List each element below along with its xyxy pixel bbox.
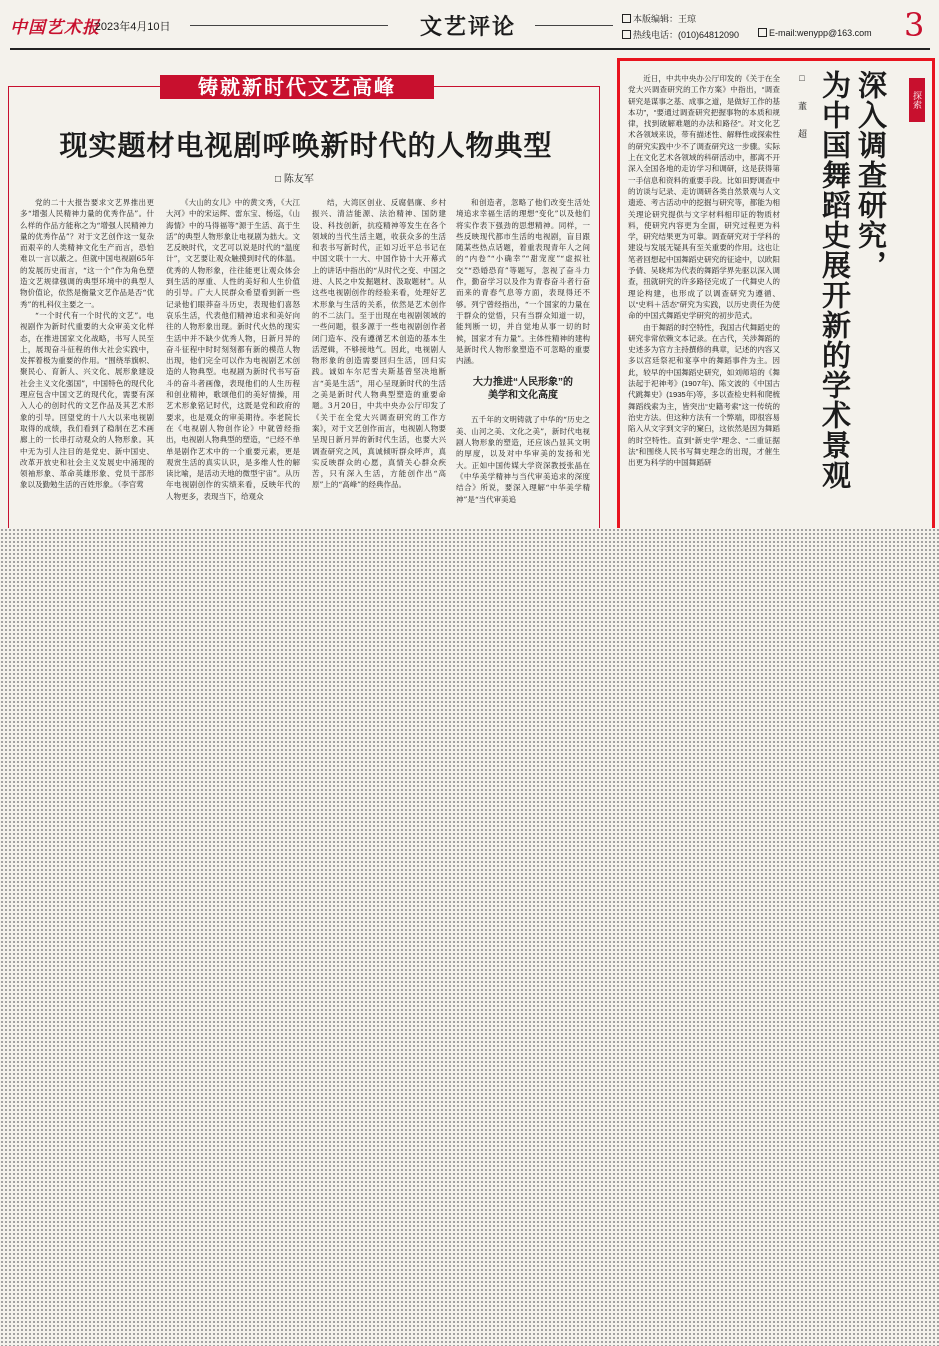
checkbox-icon xyxy=(622,30,631,39)
masked-region xyxy=(0,528,939,1346)
newspaper-logo: 中国艺术报 xyxy=(10,18,100,38)
column-tag: 探索 xyxy=(909,78,925,122)
paragraph: 由于舞蹈的时空特性，我国古代舞蹈史的研究非常依赖文本记录。在古代，关涉舞蹈的史述多为官方主持撰修的典章，记述的内容又多以宫廷祭祀和宴享中的舞蹈事件为主。因此，较早的中国舞蹈史研究，如刘师培的《舞法起于祀神考》(1907年)、陈文波的《中国古代跳舞史》(1935年)等，多以查检史料和爬梳舞蹈线索为主，皆突出“史籍考索”这一传统的治史方法。但这种方法有一个弊端，即很容易陷入从文字到文字的窠臼，这依然是因为舞蹈的时空特性。直到“新史学”理念、“二重证据法”和围绕人民书写舞史理念的出现，才催生出更为科学的中国舞蹈研 xyxy=(628,322,780,468)
article-author: □ 董 超 xyxy=(797,73,807,147)
issue-date: · 2023年4月10日 xyxy=(88,21,171,33)
paragraph: 党的二十大报告要求文艺界推出更多“增强人民精神力量的优秀作品”。什么样的作品方能称之为“增强人民精神力量的优秀作品”？对于文艺创作这一复杂而艰辛的人类精神文化生产而言，恐怕难以一言以蔽之。但就中国电视剧65年的发展历史而言，“这一个”作为角色塑造文艺规律强调的典型环境中的典型人物价值论，依然是衡量文艺作品是否“优秀”的札科仪主要之一。 xyxy=(20,198,154,309)
masthead xyxy=(0,0,939,52)
body-column-4 xyxy=(456,197,590,505)
body-column-1 xyxy=(20,197,154,491)
checkbox-icon xyxy=(758,28,767,37)
paragraph: 《大山的女儿》中的黄文秀，《大江大河》中的宋运辉、雷东宝、杨巡，《山海情》中的马得福等“源于生活、高于生活”的典型人物形象让电视剧为拙大。文艺反映时代，文艺可以说是时代的“温度计”，文艺要让观众触摸到时代的体温。优秀的人物形象，往往能更让观众体会到生活的厚重、人性的美好和人生价值的引导。广大人民群众希望看到新一些记录他们眼莽奋斗历史，表现他们喜怒哀乐生活，代表他们精神追求和美好向往的人物形象出现。新时代火热的现实生活中并不缺少优秀人物，日新月异的奋斗征程中时时刻刻都有新的模范人物出现，他们完全可以作为电视剧艺术创造的人物典型。电视剧为新时代书写奋斗的奋斗者画像，表现他们的人生历程和创业精神，歌颂他们的美好情操，用艺术形象铭记时代，这既是党和政府的要求，也是观众的审美期待。李老院长在《电视剧人物创作论》中就曾经指出，电视剧人物典型的塑造，“已经不单单是剧作艺术中的一个重要元素，更是观赏生活的真实认识，是多维人性的解读比喻，是活动天地的微型宇宙”。从历年电视剧创作的实绩来看，反映年代的人物更多，表现当下，给观众 xyxy=(166,198,300,501)
paragraph: 五千年的文明铸就了中华的“历史之美、山河之美、文化之美”，新时代电视剧人物形象的塑造，还应该凸显其文明的厚度，以及对中华审美的发扬和光大。正如中国传媒大学资深教授张晶在《中华美学精神与当代审美追求的深度结合》所说，要深入理解“中华美学精神”是“当代审美追 xyxy=(456,415,590,504)
email-contact: E-mail:wenypp@163.com xyxy=(758,28,872,38)
paragraph: 和创造者，忽略了他们改变生活处境追求幸福生活的理想“变化”以及他们将实作表下强劲的思想精神。同样，一些反映现代都市生活的电视剧，盲目跟随某些热点话题，着重表现青年人之间的“内卷”“小确幸”“甜宠度”“虚拟社交”“恐婚恐育”等题写，忽视了奋斗力作，勤奋学习以及作为青春奋斗者行奋而来的青春气息等方面，表现得还不够。列宁曾经指出，“一个国家的力量在于群众的觉悟，只有当群众知道一切，能判断一切，并自觉地从事一切的时候，国家才有力量”。主体性精神的建构是新时代人物形象塑造不可忽略的重要内涵。 xyxy=(456,198,590,366)
page-editor: 本版编辑：王琼 xyxy=(622,12,696,25)
article-headline: 现实题材电视剧呼唤新时代的人物典型 xyxy=(59,129,553,162)
page-number: 3 xyxy=(904,6,925,44)
article-body xyxy=(20,197,592,527)
hotline: 热线电话：(010)64812090 xyxy=(622,28,739,41)
masthead-rule xyxy=(10,48,930,50)
article-title-line-1: 深入调查研究， xyxy=(854,70,888,280)
paragraph: “一个时代有一个时代的文艺”。电视剧作为新时代重要的大众审美文化样态，在推进国家文化战略，书写人民至上，展现奋斗征程的伟大社会实践中，发挥着极为重要的作用。“围绕举旗帜、聚民心、育新人、兴文化、展形象建设社会主义文化强国”，中国特色的现代化理应包含中国文艺的现代化，需要有深入人心的创时代的文艺作品及其艺术形象的引导。回望党的十八大以来电视剧取得的成绩，我们看到了稳制在艺术画廊上的一长串打动观众的人物形象。其中无为引人注目的是党史、新中国史、改革开放史和社会主义发展史中涌现的领袖形象、革命英雄形象、党员干部形象以及勤勉生活的百姓形象。（李官莺 xyxy=(20,310,154,490)
checkbox-icon xyxy=(622,14,631,23)
body-column-3 xyxy=(312,197,446,491)
section-title: 文艺评论 xyxy=(420,14,517,40)
masthead-divider-right xyxy=(535,25,613,26)
article-byline: □ 陈友军 xyxy=(275,174,314,185)
body-column-2 xyxy=(166,197,300,502)
subheading: 大力推进“人民形象”的 美学和文化高度 xyxy=(473,377,573,402)
right-article-body xyxy=(628,73,780,526)
paragraph: 结，大湾区创业、反腐倡廉、乡村振兴、清洁能源、法治精神、国防建设、科技创新，抗疫精神等发生在各个领域的当代生活主题，收获众多的生活和表书写新时代，正如习近平总书记在中国文联十一大、中国作协十大开幕式上的讲话中指出的“从时代之变、中国之进、人民之中发掘题材、汲取题材”。从这些电视剧创作的经验来看，处理好艺术形象与生活的关系，依然是艺术创作的不二法门。至于出现在电视剧领域的一些问题，很多源于一些电视剧创作者闭门造车、没有遵循艺术创造的基本生活逻辑，不够接地气。因此，电视剧人物形象的创造需要回归生活，回归实践。诚如车尔尼雪夫斯基曾坚决地断言“美是生活”，用心呈现新时代的生活之美是新时代人物典型塑造的重要命题。3月20日，中共中央办公厅印发了《关于在全党大兴调查研究的工作方案》，对于文艺创作而言，电视剧人物要呈现日新月异的新时代生活，也要大兴调查研究之风，真诚倾听群众呼声，真实反映群众的心愿，真情关心群众疾苦，只有深入生活，方能创作出“高原”上的“高峰”的经典作品。 xyxy=(312,198,446,490)
masthead-divider-left xyxy=(190,25,388,26)
article-title-line-2: 为中国舞蹈史展开新的学术景观 xyxy=(818,70,852,490)
column-banner: 铸就新时代文艺高峰 xyxy=(160,75,434,99)
paragraph: 近日，中共中央办公厅印发的《关于在全党大兴调查研究的工作方案》中指出，“调查研究是谋事之基、成事之道，是做好工作的基本功”，“要通过调查研究把握事物的本质和规律，找到破解难题的办法和路径”。对文化艺术各领域来说，带有描述性、解释性或探索性的研究实践中少不了调查研究这一步骤。实际上在文化艺术各领域的科研活动中，都离不开深入全国各地的走访学习和调研，这是获得第一手信息和资料的重要手段。比如田野调查中的访谈与记录、走访调研各类自然景观与人文遗迹、考古活动中的挖掘与研究等，都能为相关理论研究提供与文字材料相印证的物质材料，使研究内容更为全面，研究过程更为科学，研究结果更为可靠。调查研究对于学科的建设与发展无疑具有至关重要的作用。这也让笔者回想起中国舞蹈史研究的征途中，以欧阳予倩、吴晓邦为代表的舞蹈学界先驱以深入调查，扭就研究的许多路径完成了一代舞史人的理论构建，也形成了以调查研究为遵循、以“史料＋活态”研究为实践，以历史责任为使命的中国式舞蹈史学研究的初步范式。 xyxy=(628,74,780,321)
